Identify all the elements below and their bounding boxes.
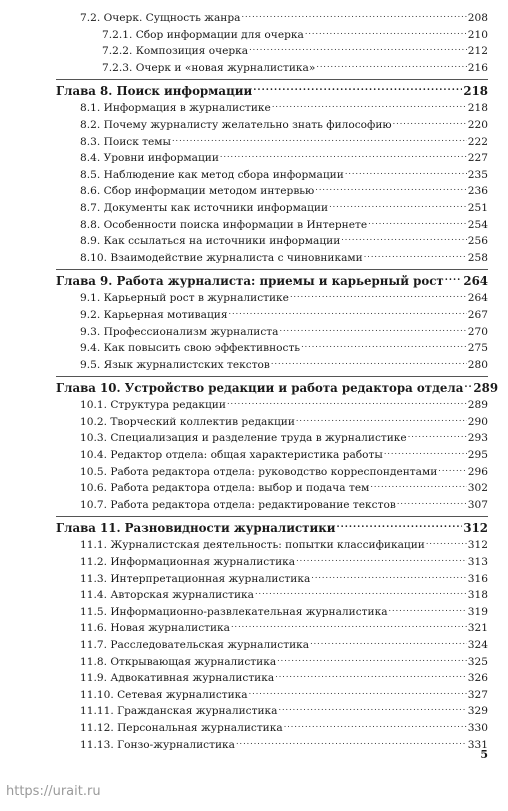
toc-section[interactable] <box>56 397 488 414</box>
dot-leader <box>249 44 467 55</box>
toc-entry-page: 218 <box>463 84 488 99</box>
toc-entry-page: 313 <box>467 556 488 569</box>
toc-entry-title: 10.6. Работа редактора отдела: выбор и подача тем <box>80 482 370 495</box>
dot-leader <box>384 447 467 458</box>
dot-leader <box>296 414 467 425</box>
dot-leader <box>311 571 466 582</box>
toc-section[interactable] <box>56 720 488 737</box>
toc-entry-page: 208 <box>467 12 488 24</box>
dot-leader <box>275 671 467 682</box>
toc-chapter[interactable] <box>56 516 488 537</box>
toc-entry-title: 11.5. Информационно-развлекательная журналистика <box>80 605 388 618</box>
toc-section[interactable] <box>56 737 488 754</box>
toc-section[interactable] <box>56 217 488 234</box>
toc-entry-page: 324 <box>467 639 488 651</box>
toc-section[interactable] <box>56 687 488 704</box>
toc-entry-page: 307 <box>467 498 488 511</box>
toc-entry-title: 8.10. Взаимодействие журналиста с чиновниками <box>80 251 363 264</box>
dot-leader <box>227 398 467 409</box>
toc-entry-page: 289 <box>473 381 499 396</box>
toc-entry-title: 8.3. Поиск темы <box>80 135 171 148</box>
dot-leader <box>229 307 467 318</box>
toc-section[interactable] <box>56 150 488 167</box>
toc-entry-title: 10.7. Работа редактора отдела: редактирование текстов <box>80 498 396 511</box>
dot-leader <box>277 654 467 665</box>
dot-leader <box>364 250 467 261</box>
dot-leader <box>345 167 467 178</box>
toc-entry-title: 8.5. Наблюдение как метод сбора информации <box>80 168 344 181</box>
toc-entry-page: 295 <box>467 449 488 462</box>
toc-entry-page: 210 <box>467 28 488 41</box>
toc-entry-title: 11.4. Авторская журналистика <box>80 589 254 602</box>
toc-entry-title: 11.10. Сетевая журналистика <box>80 688 248 701</box>
toc-entry-page: 330 <box>467 721 488 734</box>
toc-entry-title: 11.9. Адвокативная журналистика <box>80 672 275 685</box>
toc-section[interactable] <box>56 620 488 637</box>
dot-leader <box>305 27 467 38</box>
dot-leader <box>255 588 467 599</box>
toc-section[interactable] <box>56 100 488 117</box>
toc-section[interactable] <box>56 447 488 464</box>
toc-entry-page: 319 <box>467 605 488 618</box>
toc-entry-title: 7.2.3. Очерк и «новая журналистика» <box>102 61 316 74</box>
toc-entry-page: 326 <box>467 672 488 685</box>
toc-subsection[interactable] <box>56 60 488 77</box>
toc-section[interactable] <box>56 670 488 687</box>
dot-leader <box>249 687 467 698</box>
toc-entry-title: 10.5. Работа редактора отдела: руководство корреспондентами <box>80 465 438 478</box>
toc-entry-page: 316 <box>467 572 488 585</box>
toc-section[interactable] <box>56 571 488 588</box>
toc-entry-title: 11.7. Расследовательская журналистика <box>80 639 310 651</box>
dot-leader <box>220 151 467 162</box>
toc-entry-title: 11.11. Гражданская журналистика <box>80 705 278 718</box>
toc-entry-title: 7.2.1. Сбор информации для очерка <box>102 28 304 41</box>
toc-entry-title: 8.8. Особенности поиска информации в Интернете <box>80 218 368 231</box>
toc-entry-title: 8.7. Документы как источники информации <box>80 201 329 214</box>
toc-entry-title: 7.2. Очерк. Сущность жанра <box>80 12 241 24</box>
page-number: 5 <box>480 748 488 761</box>
dot-leader <box>172 134 467 145</box>
toc-entry-page: 270 <box>467 325 488 338</box>
toc-entry-page: 321 <box>467 622 488 635</box>
dot-leader <box>329 200 467 211</box>
toc-entry-title: 11.12. Персональная журналистика <box>80 721 283 734</box>
toc-section[interactable] <box>56 307 488 324</box>
toc-entry-page: 251 <box>467 201 488 214</box>
toc-entry-title: 11.2. Информационная журналистика <box>80 556 296 569</box>
toc-section[interactable] <box>56 250 488 267</box>
toc-entry-title: 10.4. Редактор отдела: общая характеристика работы <box>80 449 383 462</box>
toc-entry-page: 275 <box>467 342 488 355</box>
toc-section[interactable] <box>56 117 488 134</box>
toc-entry-title: Глава 10. Устройство редакции и работа редактора отдела <box>56 381 464 396</box>
toc-section[interactable] <box>56 233 488 250</box>
toc-entry-page: 293 <box>467 432 488 445</box>
toc-section[interactable] <box>56 414 488 431</box>
toc-entry-page: 267 <box>467 308 488 321</box>
dot-leader <box>438 464 466 475</box>
toc-entry-title: 9.2. Карьерная мотивация <box>80 308 228 321</box>
toc-section[interactable] <box>56 480 488 497</box>
toc-section[interactable] <box>56 430 488 447</box>
toc-entry-title: 8.6. Сбор информации методом интервью <box>80 185 315 198</box>
dot-leader <box>296 554 467 565</box>
toc-entry-title: 11.1. Журналистская деятельность: попытки классификации <box>80 539 425 552</box>
dot-leader <box>272 101 467 112</box>
toc-entry-title: 9.4. Как повысить свою эффективность <box>80 342 301 355</box>
toc-section[interactable] <box>56 587 488 604</box>
toc-entry-page: 296 <box>467 465 488 478</box>
toc-section[interactable] <box>56 357 488 374</box>
dot-leader <box>231 621 467 632</box>
toc-section[interactable] <box>56 604 488 621</box>
toc-entry-page: 289 <box>467 399 488 412</box>
toc-section[interactable] <box>56 183 488 200</box>
toc-entry-title: 10.3. Специализация и разделение труда в журналистике <box>80 432 407 445</box>
toc-entry-title: 11.13. Гонзо-журналистика <box>80 738 235 751</box>
toc-entry-page: 329 <box>467 705 488 718</box>
toc-entry-page: 227 <box>467 152 488 165</box>
toc-entry-page: 290 <box>467 415 488 428</box>
toc-section[interactable] <box>56 497 488 514</box>
dot-leader <box>445 274 463 286</box>
dot-leader <box>290 291 467 302</box>
toc-entry-page: 216 <box>467 61 488 74</box>
toc-section[interactable] <box>56 10 488 27</box>
site-url-watermark[interactable]: https://urait.ru <box>6 784 101 799</box>
toc-entry-page: 264 <box>463 274 488 289</box>
dot-leader <box>393 117 467 128</box>
toc-entry-page: 254 <box>467 218 488 231</box>
toc-entry-title: 9.5. Язык журналистских текстов <box>80 358 270 371</box>
toc-entry-title: Глава 11. Разновидности журналистики <box>56 521 336 536</box>
dot-leader <box>271 357 467 368</box>
dot-leader <box>464 380 472 392</box>
toc-entry-title: 8.4. Уровни информации <box>80 152 219 165</box>
toc-chapter[interactable] <box>56 269 488 290</box>
toc-entry-page: 258 <box>467 251 488 264</box>
dot-leader <box>279 324 466 335</box>
dot-leader <box>301 341 467 352</box>
toc-entry-page: 280 <box>467 358 488 371</box>
toc-entry-page: 331 <box>467 738 488 751</box>
dot-leader <box>370 481 466 492</box>
toc-entry-title: 7.2.2. Композиция очерка <box>102 45 249 58</box>
dot-leader <box>408 431 467 442</box>
toc-entry-page: 302 <box>467 482 488 495</box>
toc-entry-title: 11.8. Открывающая журналистика <box>80 655 277 668</box>
dot-leader <box>278 704 466 715</box>
toc-section[interactable] <box>56 200 488 217</box>
toc-section[interactable] <box>56 134 488 151</box>
toc-section[interactable] <box>56 167 488 184</box>
toc-entry-title: 10.1. Структура редакции <box>80 399 226 412</box>
toc-entry-title: 8.1. Информация в журналистике <box>80 102 271 115</box>
dot-leader <box>241 10 466 21</box>
dot-leader <box>315 184 466 195</box>
dot-leader <box>389 604 467 615</box>
toc-section[interactable] <box>56 654 488 671</box>
toc-section[interactable] <box>56 324 488 341</box>
toc-entry-page: 312 <box>467 539 488 552</box>
toc-entry-page: 218 <box>467 102 488 115</box>
toc-entry-title: 10.2. Творческий коллектив редакции <box>80 415 295 428</box>
toc-entry-title: 8.9. Как ссылаться на источники информации <box>80 235 341 248</box>
toc-entry-page: 220 <box>467 118 488 131</box>
dot-leader <box>316 60 466 71</box>
toc-section[interactable] <box>56 340 488 357</box>
dot-leader <box>310 637 467 648</box>
toc-entry-page: 327 <box>467 688 488 701</box>
toc-entry-title: 8.2. Почему журналисту желательно знать философию <box>80 118 392 131</box>
toc-chapter[interactable] <box>56 79 488 100</box>
toc-entry-title: 11.3. Интерпретационная журналистика <box>80 572 311 585</box>
toc-entry-page: 235 <box>467 168 488 181</box>
dot-leader <box>253 84 462 96</box>
toc-entry-title: 9.3. Профессионализм журналиста <box>80 325 279 338</box>
toc-subsection[interactable] <box>56 43 488 60</box>
toc-entry-page: 325 <box>467 655 488 668</box>
toc-section[interactable] <box>56 290 488 307</box>
toc-entry-title: 11.6. Новая журналистика <box>80 622 230 635</box>
dot-leader <box>336 521 462 533</box>
dot-leader <box>397 497 467 508</box>
dot-leader <box>368 217 467 228</box>
dot-leader <box>284 720 467 731</box>
toc-section[interactable] <box>56 637 488 654</box>
toc-entry-title: 9.1. Карьерный рост в журналистике <box>80 292 289 305</box>
toc-section[interactable] <box>56 703 488 720</box>
toc-entry-page: 312 <box>463 521 488 536</box>
dot-leader <box>236 737 467 748</box>
toc-entry-page: 212 <box>467 45 488 58</box>
toc-entry-page: 222 <box>467 135 488 148</box>
table-of-contents <box>56 10 499 753</box>
toc-entry-page: 264 <box>467 292 488 305</box>
dot-leader <box>426 538 467 549</box>
toc-entry-title: Глава 8. Поиск информации <box>56 84 253 99</box>
dot-leader <box>341 234 467 245</box>
toc-entry-title: Глава 9. Работа журналиста: приемы и карьерный рост <box>56 274 444 289</box>
toc-section[interactable] <box>56 464 488 481</box>
toc-entry-page: 236 <box>467 185 488 198</box>
toc-entry-page: 318 <box>467 589 488 602</box>
toc-subsection[interactable] <box>56 27 488 44</box>
toc-section[interactable] <box>56 537 488 554</box>
toc-section[interactable] <box>56 554 488 571</box>
toc-entry-page: 256 <box>467 235 488 248</box>
toc-chapter[interactable] <box>56 376 499 397</box>
